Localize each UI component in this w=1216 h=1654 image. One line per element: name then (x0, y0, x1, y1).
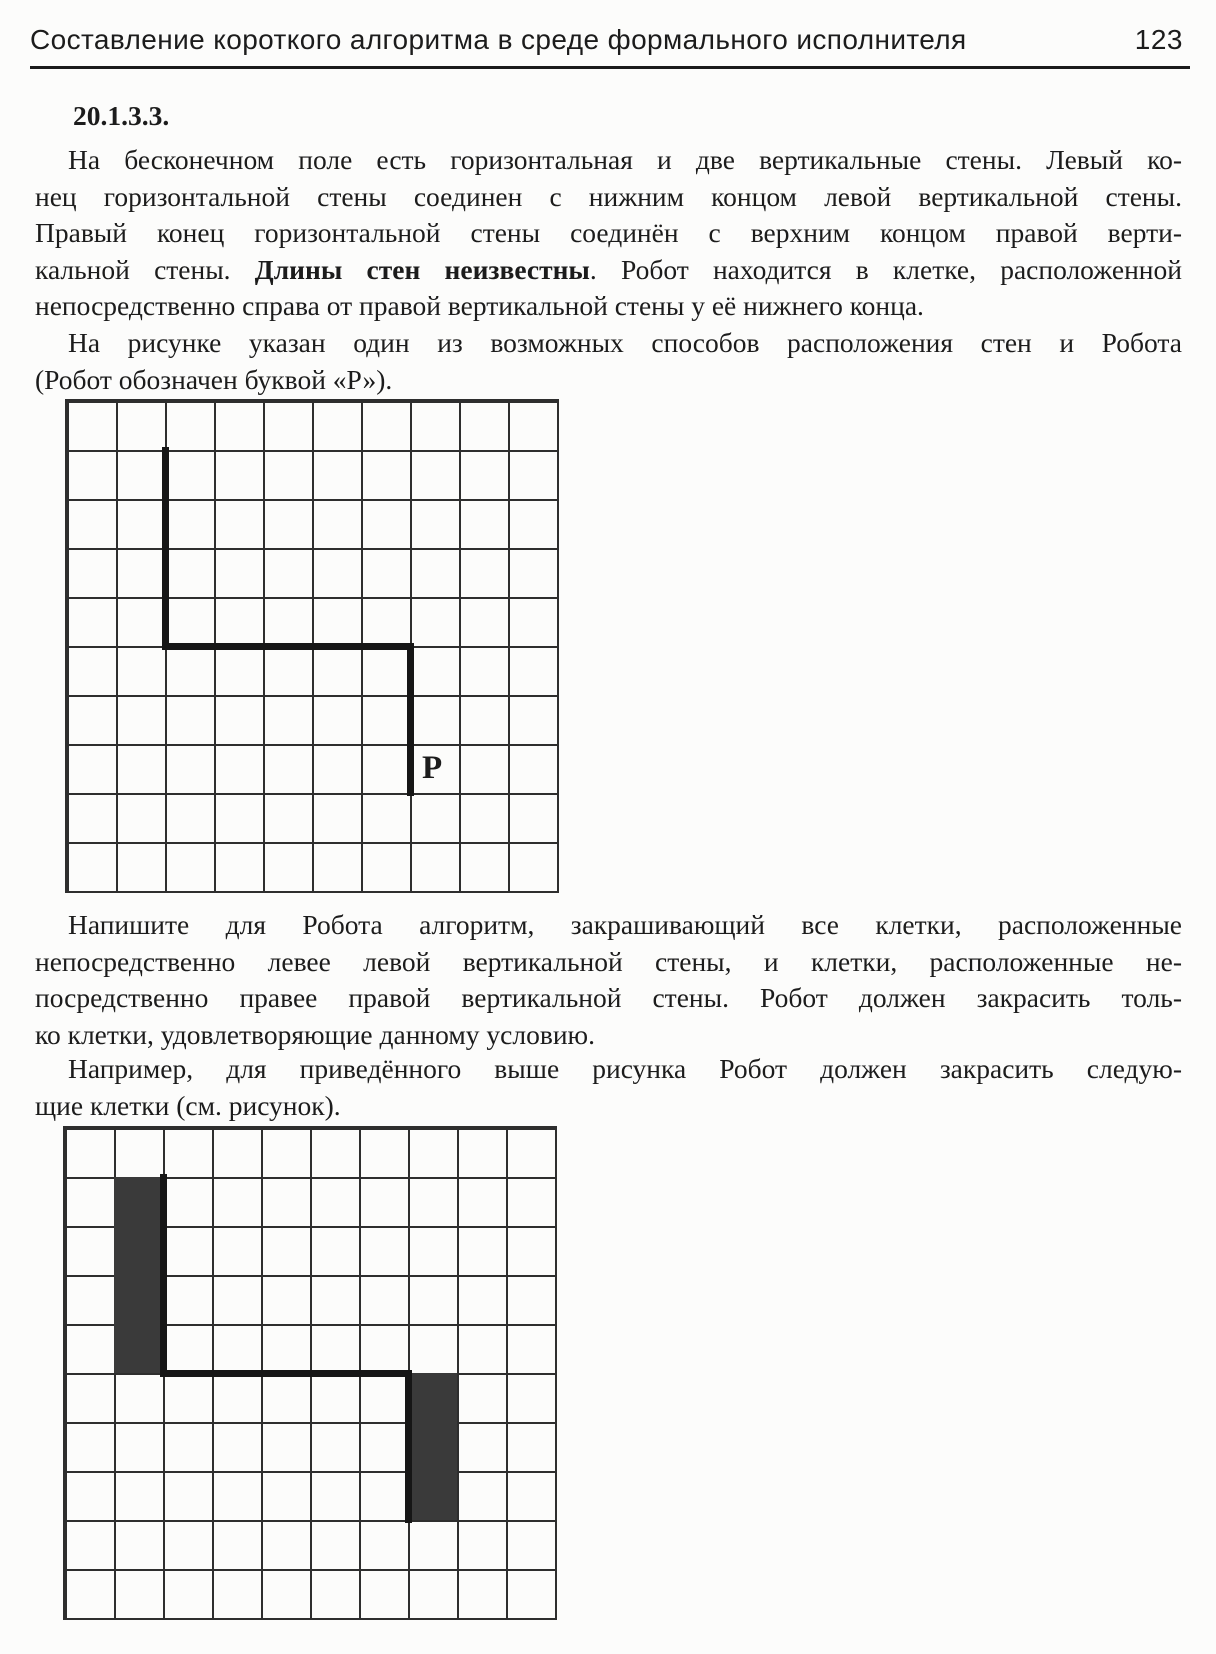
horizontal-wall (160, 1370, 411, 1377)
paragraph-line: непосредственно справа от правой вертикальной стены у её нижнего конца. (35, 290, 924, 322)
field-grid-figure-walls-and-robot (65, 399, 559, 893)
section-number: 20.1.3.3. (73, 100, 170, 131)
paragraph-figure-intro (35, 325, 1182, 398)
left-vertical-wall (160, 1174, 167, 1376)
shaded-cell (408, 1373, 457, 1520)
paragraph-task (35, 907, 1182, 1053)
horizontal-wall (162, 643, 413, 650)
paragraph-line: На рисунке указан один из возможных способов расположения стен и Робота (68, 327, 1182, 358)
paragraph-line: Например, для приведённого выше рисунка Робот должен закрасить следую- (68, 1053, 1182, 1084)
paragraph-line: Правый конец горизонтальной стены соединён с верхним концом правой верти- (35, 217, 1182, 249)
page-number: 123 (1134, 24, 1183, 55)
paragraph-line: посредственно правее правой вертикальной стены. Робот должен закрасить толь- (35, 982, 1182, 1014)
running-head-title: Составление короткого алгоритма в среде формального исполнителя (30, 24, 967, 55)
paragraph-line: ко клетки, удовлетворяющие данному условию. (35, 1018, 595, 1050)
paragraph-line: Напишите для Робота алгоритм, закрашивающий все клетки, расположенные (68, 909, 1182, 940)
paragraph-line: щие клетки (см. рисунок). (35, 1089, 341, 1121)
paragraph-line: На бесконечном поле есть горизонтальная и две вертикальные стены. Левый ко- (68, 144, 1182, 175)
paragraph-example-intro (35, 1051, 1182, 1124)
header-rule (30, 66, 1190, 69)
left-vertical-wall (162, 447, 169, 649)
paragraph-line: непосредственно левее левой вертикальной стены, и клетки, расположенные не- (35, 945, 1182, 977)
shaded-cell (114, 1177, 163, 1373)
paragraph-line: кальной стены. Длины стен неизвестны. Робот находится в клетке, расположенной (35, 253, 1182, 285)
field-grid-figure-shaded-result (63, 1126, 557, 1620)
paragraph-line: нец горизонтальной стены соединен с нижним концом левой вертикальной стены. (35, 180, 1182, 212)
paragraph-problem-statement (35, 142, 1182, 325)
paragraph-line: (Робот обозначен буквой «Р»). (35, 363, 393, 395)
right-vertical-wall (405, 1370, 412, 1523)
robot-label: Р (422, 750, 443, 786)
